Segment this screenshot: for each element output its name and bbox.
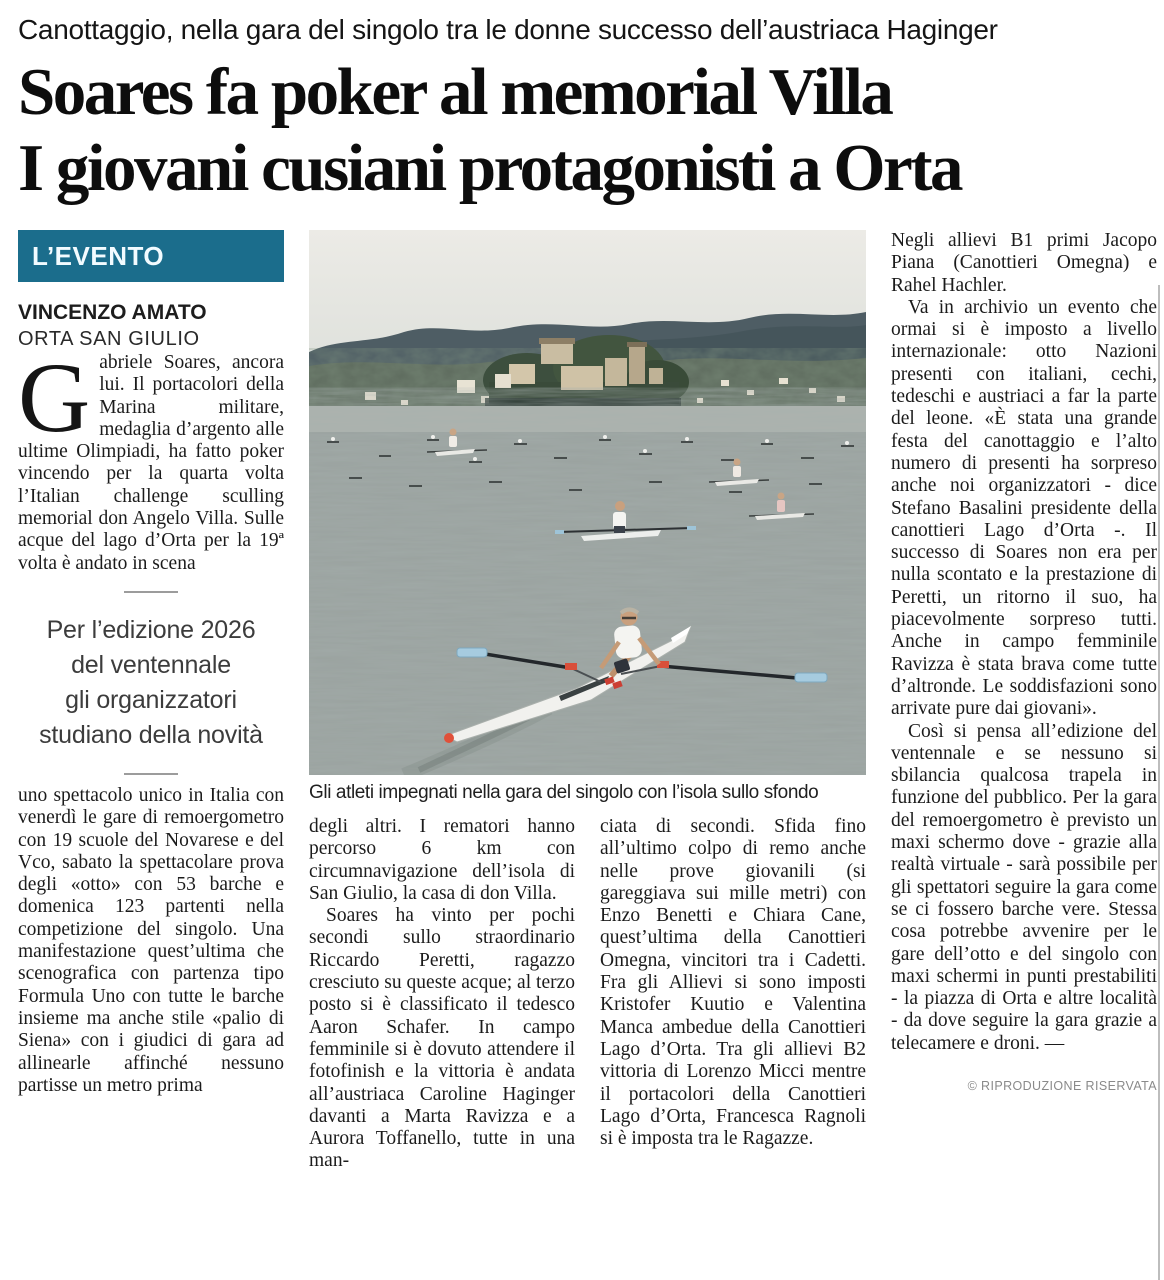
article-header — [0, 0, 1164, 206]
column-left-text: uno spettacolo unico in Italia con venerdì le gare di remoergometro con 19 scuole del Novarese e del Vco, sabato la spettacolare prova degli «otto» con 53 barche e domenica 123 partenti nella competizione del singolo. Una manifestazione quest’ultima che scenografica con partenza tipo Formula Uno con tutte le barche insieme ma anche stile «palio di Siena» con i giudici di gara ad allinearle affinché nessuno partisse un metro prima — [18, 784, 284, 1096]
page-edge-rule — [1158, 285, 1160, 1280]
pull-quote-line: Per l’edizione 2026 — [46, 615, 256, 644]
drop-cap: G — [18, 342, 91, 453]
column-3-paragraph: ciata di secondi. Sfida fino all’ultimo colpo di remo anche nelle prove giovanili (si gareggiava sui mille metri) con Enzo Benetti e Chiara Cane, quest’ultima della Canottieri Omegna, vincitori tra i Cadetti. Fra gli Allievi si sono imposti Kristofer Kuutio e Valentina Manca ambedue della Canottieri Lago d’Orta. Tra gli allievi B2 vittoria di Lorenzo Micci mentre il portacolori della Canottieri Lago d’Orta, Francesca Ragnoli si è imposta tra le Ragazze. — [600, 816, 866, 1150]
pull-quote-rule-bottom — [124, 773, 178, 775]
kicker: Canottaggio, nella gara del singolo tra le donne successo dell’austriaca Haginger — [18, 14, 998, 45]
column-4-paragraph: Negli allievi B1 primi Jacopo Piana (Canottieri Omegna) e Rahel Hachler. — [891, 230, 1157, 296]
section-banner — [18, 230, 284, 282]
column-right — [891, 230, 1157, 1173]
column-2-paragraph: Soares ha vinto per pochi secondi sullo straordinario Riccardo Peretti, ragazzo cresciuto su queste acque; al terzo posto si è classificato il tedesco Aaron Schafer. In campo femminile si è dovuto attendere il fotofinish e la vittoria è andata all’austriaca Caroline Haginger davanti a Marta Ravizza e a Aurora Toffanello, tutte in una man- — [309, 905, 575, 1172]
column-left — [18, 230, 284, 1173]
headline-line-1: Soares fa poker al memorial Villa — [18, 55, 892, 129]
pull-quote-text — [18, 613, 284, 753]
photo-water-texture — [309, 406, 866, 775]
pull-quote-rule-top — [124, 591, 178, 593]
pull-quote-line: studiano della novità — [39, 720, 263, 749]
section-label: L’EVENTO — [32, 240, 165, 271]
lead-text: abriele Soares, ancora lui. Il portacolori della Marina militare, medaglia d’argento alle ultime Olimpiadi, ha fatto poker vincendo per la quarta volta l’Italian challenge sculling memorial don Angelo Villa. Sulle acque del lago d’Orta per la 19ª volta è andato in scena — [18, 352, 284, 574]
lead-paragraph — [18, 342, 284, 575]
column-2 — [309, 816, 575, 1173]
middle-section — [309, 230, 866, 1173]
column-4-paragraph: Così si pensa all’edizione del ventennale e se nessuno si sbilancia qualcosa trapela in funzione del pubblico. Per la gara del remoergometro è previsto un maxi schermo dove - grazie alla realtà virtuale - sarà possibile per gli spettatori seguire la gara come se ci fossero barche vere. Stessa cosa potrebbe avvenire per le gare dell’otto e del singolo con maxi schermi in punti prestabiliti - la piazza di Orta e altre località - da dove seguire la gara grazie a telecamere e droni. — — [891, 720, 1157, 1054]
middle-columns — [309, 816, 866, 1173]
pull-quote-line: del ventennale — [71, 650, 231, 679]
headline — [18, 54, 1146, 206]
byline-author: VINCENZO AMATO — [18, 301, 207, 324]
pull-quote — [18, 591, 284, 775]
column-3 — [600, 816, 866, 1173]
headline-line-2: I giovani cusiani protagonisti a Orta — [18, 131, 962, 205]
photo-figure — [309, 230, 866, 804]
column-4-paragraph: Va in archivio un evento che ormai si è imposto a livello internazionale: otto Nazioni presenti con italiani, cechi, tedeschi e austriaci a far la parte del leone. «È stata una grande festa del canottaggio e l’alto numero di presenti ha sorpreso anche noi organizzatori - dice Stefano Basalini presidente della canottieri Lago d’Orta -. Il successo di Soares non era per nulla scontato e la prestazione di Peretti, un ritorno il suo, ha piacevolmente sorpreso tutti. Anche in campo femminile Ravizza è stata brava come tutte d’altronde. Le soddisfazioni sono arrivate pure dai giovani». — [891, 296, 1157, 720]
pull-quote-line: gli organizzatori — [65, 685, 237, 714]
byline — [18, 300, 284, 352]
rowing-photo — [309, 230, 866, 775]
article-body-grid — [0, 230, 1164, 1173]
copyright-notice: © RIPRODUZIONE RISERVATA — [967, 1078, 1157, 1093]
byline-location: ORTA SAN GIULIO — [18, 328, 200, 350]
photo-caption: Gli atleti impegnati nella gara del singolo con l’isola sullo sfondo — [309, 782, 819, 803]
column-2-paragraph: degli altri. I rematori hanno percorso 6 km con circumnavigazione dell’isola di San Giulio, la casa di don Villa. — [309, 816, 575, 904]
